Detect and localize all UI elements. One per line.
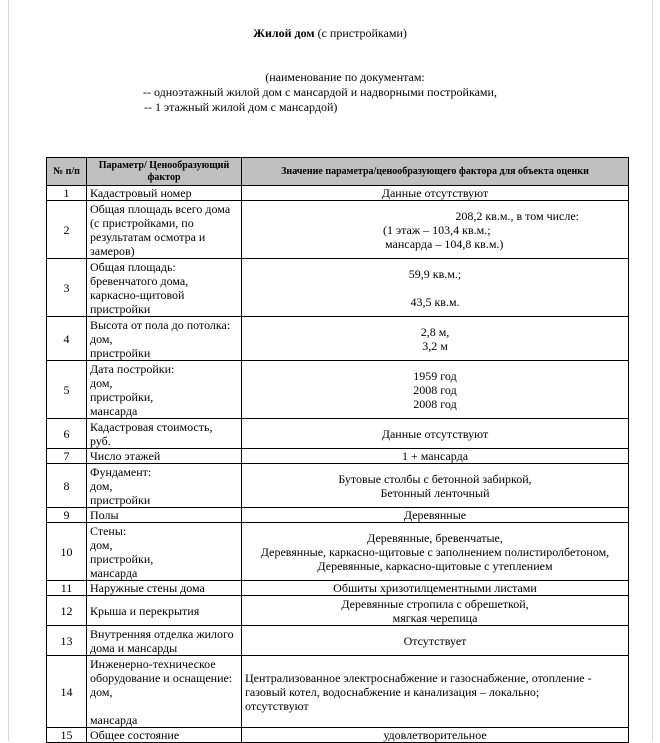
header-param: Параметр/ Ценообразующий фактор [87, 158, 242, 186]
row-parameter [87, 728, 242, 743]
value-line: Деревянные, каркасно-щитовые с заполнением полистиролбетоном, [260, 544, 610, 559]
parameter-line: Общая площадь всего дома [90, 201, 231, 216]
parameter-line: результатам осмотра и [90, 229, 206, 244]
parameter-line: каркасно-щитовой [90, 287, 185, 302]
row-value [242, 728, 629, 743]
value-line [245, 281, 625, 295]
parameter-line: Общее состояние [90, 728, 180, 742]
row-parameter [87, 596, 242, 626]
value-line: Данные отсутствуют [381, 426, 489, 441]
parameter-line: пристройки, [90, 389, 154, 404]
value-line: Централизованное электроснабжение и газоснабжение, отопление - [245, 670, 592, 685]
row-parameter [87, 419, 242, 449]
row-parameter [87, 523, 242, 581]
row-value [242, 626, 629, 656]
table-body [47, 186, 629, 743]
table-row [47, 186, 629, 201]
row-parameter [87, 186, 242, 201]
value-line: Деревянные стропила с обрешеткой, [341, 596, 529, 611]
row-number: 12 [47, 596, 87, 626]
row-number: 4 [47, 317, 87, 361]
row-value [242, 201, 629, 259]
value-line: Деревянные, бревенчатые, [367, 530, 503, 545]
row-number: 9 [47, 508, 87, 523]
row-number: 8 [47, 464, 87, 508]
parameter-line: дома и мансарды [90, 640, 178, 655]
parameter-line: замеров) [90, 243, 135, 258]
row-value [242, 186, 629, 201]
parameter-line: Дата постройки: [90, 361, 175, 376]
parameter-line: мансарда [90, 712, 138, 727]
row-value [242, 449, 629, 464]
row-value [242, 419, 629, 449]
table-row [47, 523, 629, 581]
parameter-line: Фундамент: [90, 464, 152, 479]
row-parameter [87, 508, 242, 523]
row-number: 1 [47, 186, 87, 201]
row-parameter [87, 464, 242, 508]
value-line: мансарда – 104,8 кв.м.) [385, 236, 504, 251]
row-parameter [87, 656, 242, 728]
value-line: 2008 год [413, 382, 457, 397]
parameters-table [46, 157, 629, 743]
parameter-line: Кадастровая стоимость, [90, 419, 213, 434]
table-row [47, 464, 629, 508]
table-row [47, 581, 629, 596]
parameter-line: Общая площадь: [90, 259, 176, 274]
value-line: Бутовые столбы с бетонной забиркой, [338, 471, 532, 486]
table-row [47, 201, 629, 259]
parameter-line: пристройки [90, 492, 151, 507]
value-line: 1959 год [413, 368, 457, 383]
table-row [47, 449, 629, 464]
parameter-line: Крыша и перекрытия [90, 603, 200, 618]
row-number: 10 [47, 523, 87, 581]
parameter-line: дом, [90, 478, 113, 493]
table-row [47, 317, 629, 361]
row-parameter [87, 201, 242, 259]
parameter-line: мансарда [90, 565, 138, 580]
row-number: 5 [47, 361, 87, 419]
parameter-line: Число этажей [90, 449, 161, 463]
parameter-line: (с пристройками, по [90, 215, 194, 230]
row-value [242, 361, 629, 419]
parameter-line: бревенчатого дома, [90, 273, 189, 288]
row-number: 15 [47, 728, 87, 743]
value-line: Обшиты хризотилцементными листами [333, 581, 537, 595]
table-header-row [47, 158, 629, 186]
document-subtitle [0, 70, 660, 115]
header-value: Значение параметра/ценообразующего фактора для объекта оценки [242, 158, 629, 186]
value-line: Деревянные [403, 508, 467, 522]
parameter-line: оборудование и оснащение: [90, 670, 233, 685]
parameter-line: пристройки [90, 345, 151, 360]
value-line: 59,9 кв.м.; [408, 266, 462, 281]
row-value [242, 464, 629, 508]
subtitle-line-2: -- одноэтажный жилой дом с мансардой и надворными постройками, [143, 85, 497, 99]
document-title [0, 26, 660, 41]
parameter-line: пристройки, [90, 551, 154, 566]
table-row [47, 626, 629, 656]
value-line: отсутствуют [245, 698, 309, 713]
row-parameter [87, 361, 242, 419]
row-value [242, 508, 629, 523]
value-line: 1 + мансарда [401, 449, 469, 463]
row-number: 3 [47, 259, 87, 317]
row-value [242, 523, 629, 581]
value-line: 3,2 м [422, 338, 448, 353]
value-line: 2,8 м, [420, 324, 450, 339]
row-parameter [87, 317, 242, 361]
table-row [47, 419, 629, 449]
table-row [47, 596, 629, 626]
parameter-line: мансарда [90, 403, 138, 418]
parameter-line: пристройки [90, 301, 151, 316]
parameter-line: дом, [90, 375, 113, 390]
parameter-line: Кадастровый номер [90, 186, 192, 200]
parameter-line [90, 699, 238, 713]
value-line: 208,2 кв.м., в том числе: [455, 208, 579, 223]
parameter-line: дом, [90, 537, 113, 552]
table-row [47, 361, 629, 419]
row-number: 7 [47, 449, 87, 464]
table-row [47, 508, 629, 523]
row-parameter [87, 449, 242, 464]
value-line: 43,5 кв.м. [410, 294, 460, 309]
parameter-line: руб. [90, 433, 111, 448]
parameter-line: Стены: [90, 523, 127, 538]
parameter-line: Внутренняя отделка жилого [90, 626, 234, 641]
table-row [47, 728, 629, 743]
table-row [47, 656, 629, 728]
parameter-line: Высота от пола до потолка: [90, 317, 231, 332]
row-number: 14 [47, 656, 87, 728]
parameter-line: дом, [90, 684, 113, 699]
row-value [242, 581, 629, 596]
parameter-line: Полы [90, 508, 119, 522]
row-number: 13 [47, 626, 87, 656]
table-row [47, 259, 629, 317]
subtitle-line-1: (наименование по документам: [265, 70, 425, 84]
row-number: 6 [47, 419, 87, 449]
value-line: Деревянные, каркасно-щитовые с утеплением [317, 558, 553, 573]
row-parameter [87, 259, 242, 317]
row-value [242, 317, 629, 361]
title-rest: (с пристройками) [314, 26, 407, 40]
row-number: 2 [47, 201, 87, 259]
value-line: Отсутствует [403, 633, 467, 648]
row-parameter [87, 581, 242, 596]
header-num: № п/п [47, 158, 87, 186]
row-value [242, 259, 629, 317]
row-number: 11 [47, 581, 87, 596]
value-line: Бетонный ленточный [380, 485, 490, 500]
subtitle-line-3: -- 1 этажный жилой дом с мансардой) [144, 100, 338, 114]
value-line: (1 этаж – 103,4 кв.м.; [383, 222, 491, 237]
value-line: Данные отсутствуют [381, 186, 489, 200]
value-line: 2008 год [413, 396, 457, 411]
parameter-line: Инженерно-техническое [90, 656, 216, 671]
value-line: удовлетворительное [383, 728, 487, 742]
parameter-line: Наружные стены дома [90, 581, 205, 595]
value-line: мягкая черепица [392, 610, 478, 625]
row-parameter [87, 626, 242, 656]
parameter-line: дом, [90, 331, 113, 346]
row-value [242, 656, 629, 728]
row-value [242, 596, 629, 626]
title-bold: Жилой дом [253, 26, 315, 40]
value-line: газовый котел, водоснабжение и канализация – локально; [245, 684, 540, 699]
